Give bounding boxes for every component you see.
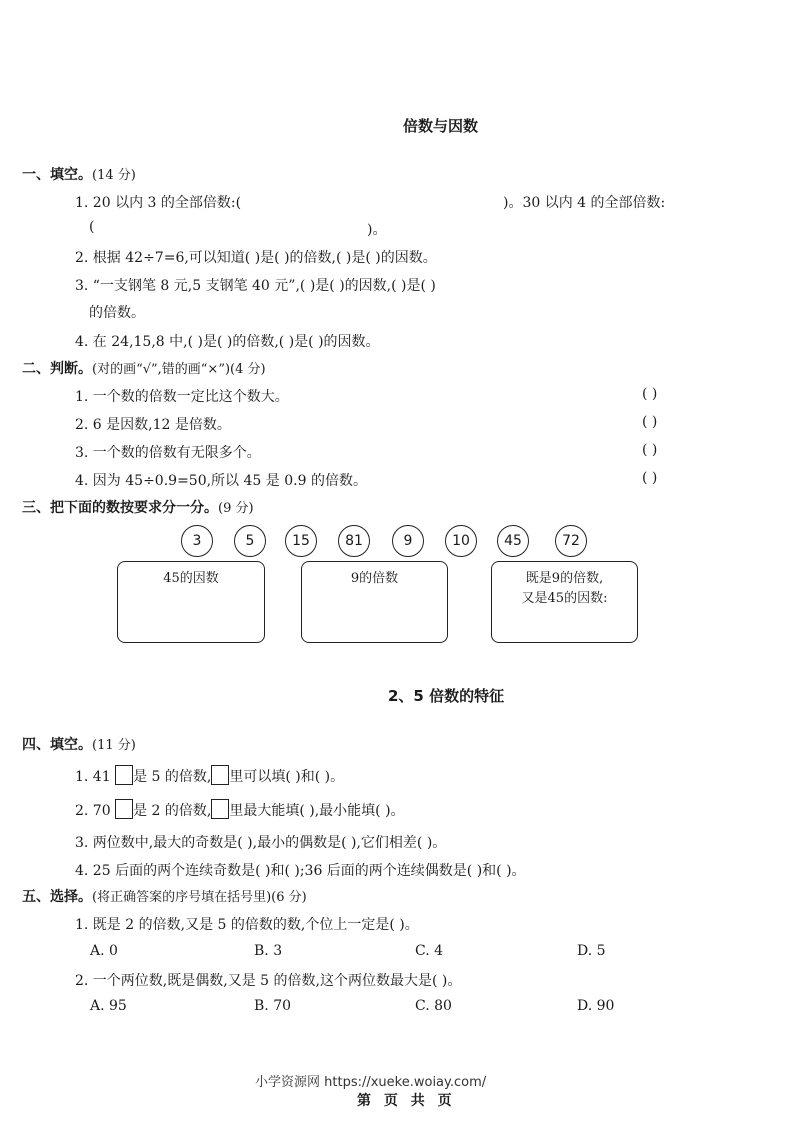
s1-q2: 2. 根据 42÷7=6,可以知道( )是( )的倍数,( )是( )的因数。	[75, 250, 437, 266]
section-4-score: (11 分)	[92, 738, 136, 753]
section-1-score: (14 分)	[92, 168, 136, 183]
number-circle: 3	[181, 525, 213, 557]
s2-answer-paren-1: ( )	[642, 386, 658, 402]
blank-box[interactable]	[115, 799, 133, 819]
s4-q2-b: 是 2 的倍数,	[133, 803, 212, 819]
blank-box[interactable]	[115, 765, 133, 785]
footer-watermark: 小学资源网 https://xueke.woiay.com/	[255, 1075, 487, 1090]
s4-q2-a: 2. 70	[75, 803, 111, 819]
section-5-heading	[22, 886, 307, 906]
s2-item-4: 4. 因为 45÷0.9=50,所以 45 是 0.9 的倍数。	[75, 473, 367, 489]
number-circle: 81	[338, 525, 370, 557]
section-title-2-5-multiples: 2、5 倍数的特征	[388, 687, 505, 705]
section-3-score: (9 分)	[218, 501, 254, 516]
number-circle: 10	[445, 525, 477, 557]
blank-box[interactable]	[211, 799, 229, 819]
s5-q2-option-c: C. 80	[415, 998, 452, 1014]
number-circle: 5	[234, 525, 266, 557]
s5-q1-option-d: D. 5	[577, 943, 606, 959]
section-4-head: 四、填空。	[22, 737, 92, 753]
s2-item-3: 3. 一个数的倍数有无限多个。	[75, 445, 261, 461]
s4-q2-c: 里最大能填( ),最小能填( )。	[229, 803, 405, 819]
section-2-head: 二、判断。	[22, 361, 92, 377]
s1-q4: 4. 在 24,15,8 中,( )是( )的倍数,( )是( )的因数。	[75, 334, 380, 350]
s4-q1	[75, 765, 344, 786]
s1-q1-part-d: )。	[367, 222, 387, 238]
s2-answer-paren-3: ( )	[642, 442, 658, 458]
box-label: 9的倍数	[350, 571, 399, 586]
number-circle: 15	[285, 525, 317, 557]
classify-box-factors-of-45[interactable]	[117, 561, 265, 643]
blank-box[interactable]	[211, 765, 229, 785]
box-label-line-1: 既是9的倍数,	[525, 571, 604, 586]
s1-q3-line2: 的倍数。	[89, 305, 145, 321]
s1-q3-line1: 3. “一支钢笔 8 元,5 支钢笔 40 元”,( )是( )的因数,( )是( )	[75, 278, 436, 294]
number-circle: 9	[392, 525, 424, 557]
section-1-head: 一、填空。	[22, 167, 92, 183]
section-3-head: 三、把下面的数按要求分一分。	[22, 500, 218, 516]
s4-q1-a: 1. 41	[75, 769, 111, 785]
section-2-score: (对的画“√”,错的画“×”)(4 分)	[92, 362, 266, 377]
s5-q2-option-b: B. 70	[254, 998, 292, 1014]
s4-q1-b: 是 5 的倍数,	[133, 769, 212, 785]
number-circle: 45	[497, 525, 529, 557]
s5-q1-option-c: C. 4	[415, 943, 444, 959]
s1-q1-part-b: )。30 以内 4 的全部倍数:	[503, 195, 666, 211]
section-1-heading	[22, 164, 136, 184]
s2-item-1: 1. 一个数的倍数一定比这个数大。	[75, 389, 289, 405]
s4-q4: 4. 25 后面的两个连续奇数是( )和( );36 后面的两个连续偶数是( )和( )。	[75, 863, 526, 879]
section-4-heading	[22, 734, 136, 754]
s2-item-2: 2. 6 是因数,12 是倍数。	[75, 417, 231, 433]
s1-q1-part-c: (	[89, 219, 95, 235]
section-2-heading	[22, 358, 266, 378]
box-label-line-2: 又是45的因数:	[521, 591, 608, 606]
s5-q1-option-a: A. 0	[90, 943, 118, 959]
s4-q2	[75, 799, 405, 820]
box-label: 45的因数	[163, 571, 219, 586]
classify-box-multiples-of-9[interactable]	[301, 561, 448, 643]
s5-q2-option-d: D. 90	[577, 998, 615, 1014]
classify-box-both[interactable]	[491, 561, 638, 643]
section-5-head: 五、选择。	[22, 889, 92, 905]
page-number: 第 页 共 页	[357, 1093, 456, 1109]
section-3-heading	[22, 497, 254, 517]
number-circle: 72	[555, 525, 587, 557]
s2-answer-paren-2: ( )	[642, 414, 658, 430]
s4-q1-c: 里可以填( )和( )。	[229, 769, 345, 785]
s5-q1: 1. 既是 2 的倍数,又是 5 的倍数的数,个位上一定是( )。	[75, 917, 419, 933]
s4-q3: 3. 两位数中,最大的奇数是( ),最小的偶数是( ),它们相差( )。	[75, 835, 447, 851]
section-title-factors: 倍数与因数	[403, 117, 479, 135]
s5-q2: 2. 一个两位数,既是偶数,又是 5 的倍数,这个两位数最大是( )。	[75, 973, 462, 989]
s5-q1-option-b: B. 3	[254, 943, 283, 959]
s2-answer-paren-4: ( )	[642, 470, 658, 486]
s5-q2-option-a: A. 95	[90, 998, 127, 1014]
section-5-score: (将正确答案的序号填在括号里)(6 分)	[92, 890, 307, 905]
s1-q1-part-a: 1. 20 以内 3 的全部倍数:(	[75, 195, 242, 211]
